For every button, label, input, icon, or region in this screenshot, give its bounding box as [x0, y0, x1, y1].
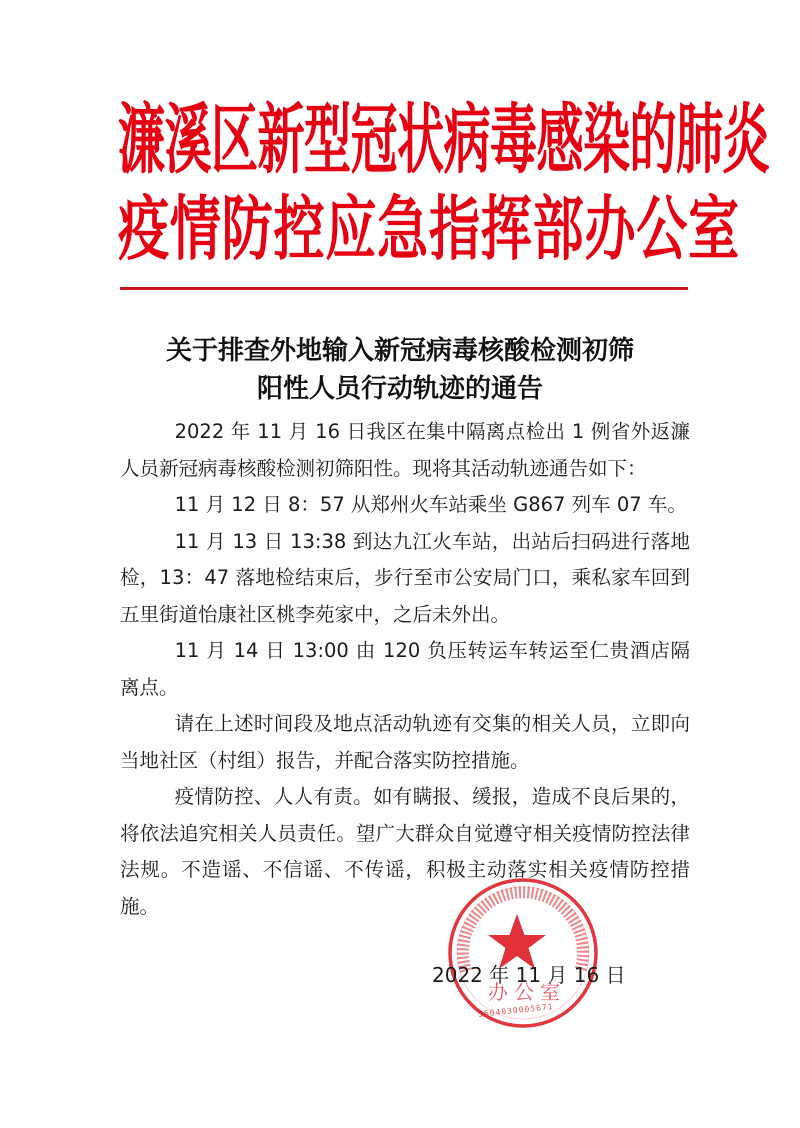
notice-title: [100, 332, 700, 408]
letterhead-red-rule: [120, 287, 688, 290]
letterhead-line-2: 疫情防控应急指挥部办公室: [118, 188, 740, 270]
body-paragraph-report-request: 请在上述时间段及地点活动轨迹有交集的相关人员，立即向当地社区（村组）报告，并配合落实防控措施。: [120, 712, 690, 772]
seal-org-text: 办公室: [488, 980, 566, 1004]
body-paragraph-nov12: 11 月 12 日 8：57 从郑州火车站乘坐 G867 列车 07 车。: [174, 493, 687, 516]
notice-title-line-2: 阳性人员行动轨迹的通告: [256, 374, 543, 404]
seal-number: 3604030005671: [477, 1002, 554, 1019]
body-paragraph-intro: 2022 年 11 月 16 日我区在集中隔离点检出 1 例省外返濂人员新冠病毒核酸检测初筛阳性。现将其活动轨迹通告如下：: [120, 420, 690, 480]
signature-date: 2022 年 11 月 16 日: [432, 963, 626, 987]
body-paragraph-nov14: 11 月 14 日 13:00 由 120 负压转运车转运至仁贵酒店隔离点。: [120, 639, 690, 699]
body-paragraph-responsibility: 疫情防控、人人有责。如有瞒报、缓报，造成不良后果的，将依法追究相关人员责任。望广大群众自觉遵守相关疫情防控法律法规。不造谣、不信谣、不传谣，积极主动落实相关疫情防控措施。: [120, 785, 690, 918]
notice-title-line-1: 关于排查外地输入新冠病毒核酸检测初筛: [165, 336, 634, 366]
notice-body: [120, 414, 690, 925]
body-paragraph-nov13: 11 月 13 日 13:38 到达九江火车站，出站后扫码进行落地检，13：47 落地检结束后，步行至市公安局门口，乘私家车回到五里街道怡康社区桃李苑家中，之后未外出。: [120, 529, 690, 626]
letterhead-line-1: 濂溪区新型冠状病毒感染的肺炎: [118, 95, 769, 184]
